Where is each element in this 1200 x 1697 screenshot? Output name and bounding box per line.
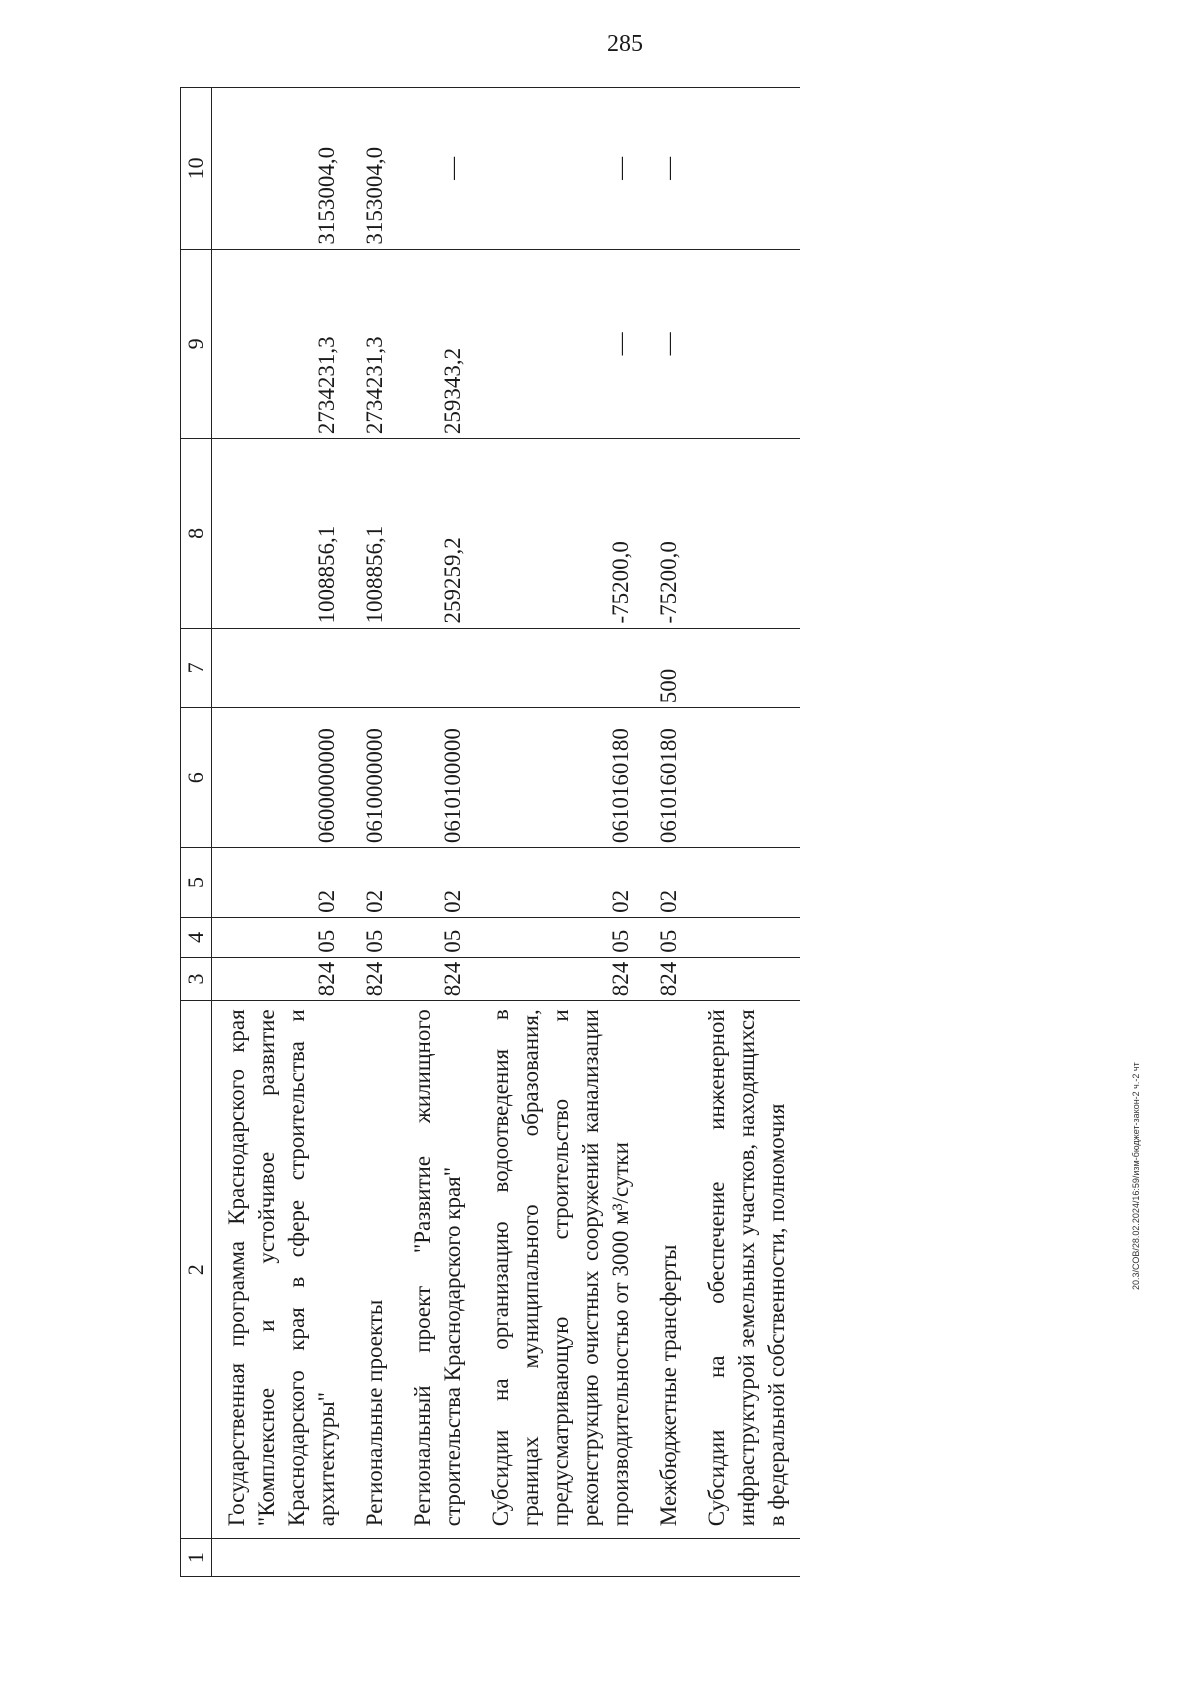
row-code-5: 02 — [212, 848, 351, 918]
row-code-5: 02 — [476, 848, 644, 918]
table-row — [350, 88, 398, 1577]
page-number: 285 — [607, 31, 643, 57]
row-amount-10: — — [476, 88, 644, 250]
row-code-7 — [398, 628, 476, 708]
row-amount-10: — — [398, 88, 476, 250]
row-amount-9: 2734231,3 — [212, 249, 351, 438]
row-code-3: 824 — [644, 957, 692, 1001]
row-code-4: 05 — [212, 917, 351, 957]
row-name: Региональные проекты — [350, 1001, 398, 1539]
row-code-4: 05 — [398, 917, 476, 957]
row-col-1 — [692, 1539, 800, 1577]
row-col-1 — [644, 1539, 692, 1577]
row-code-3: 824 — [212, 957, 351, 1001]
row-code-3 — [692, 957, 800, 1001]
row-amount-8: 1008856,1 — [212, 439, 351, 628]
row-amount-8: 1008856,1 — [350, 439, 398, 628]
row-amount-9: 2734231,3 — [350, 249, 398, 438]
row-name: Государственная программа Краснодарского края "Комплексное и устойчивое развитие Краснодарского края в сфере строительства и архитектуры" — [212, 1001, 351, 1539]
row-code-6: 0610160180 — [644, 708, 692, 848]
row-code-7 — [350, 628, 398, 708]
col-header-5: 5 — [181, 848, 212, 918]
row-amount-10: 3153004,0 — [350, 88, 398, 250]
row-col-1 — [350, 1539, 398, 1577]
row-amount-8: -75200,0 — [644, 439, 692, 628]
header-row — [181, 88, 212, 1577]
row-amount-10 — [692, 88, 800, 250]
col-header-3: 3 — [181, 957, 212, 1001]
row-code-7 — [692, 628, 800, 708]
row-code-3: 824 — [476, 957, 644, 1001]
row-code-6 — [692, 708, 800, 848]
row-code-6: 0610160180 — [476, 708, 644, 848]
col-header-4: 4 — [181, 917, 212, 957]
row-code-6: 0610000000 — [350, 708, 398, 848]
row-code-4: 05 — [476, 917, 644, 957]
col-header-9: 9 — [181, 249, 212, 438]
col-header-10: 10 — [181, 88, 212, 250]
rotated-table-sheet — [180, 87, 940, 1577]
row-code-5 — [692, 848, 800, 918]
budget-table — [180, 87, 800, 1577]
row-amount-8: 259259,2 — [398, 439, 476, 628]
col-header-7: 7 — [181, 628, 212, 708]
col-header-1: 1 — [181, 1539, 212, 1577]
row-name: Межбюджетные трансферты — [644, 1001, 692, 1539]
row-amount-8 — [692, 439, 800, 628]
row-name: Субсидии на обеспечение инженерной инфраструктурой земельных участков, находящихся в федеральной собственности, полномочия — [692, 1001, 800, 1539]
row-code-5: 02 — [350, 848, 398, 918]
row-code-4 — [692, 917, 800, 957]
row-name: Региональный проект "Развитие жилищного строительства Краснодарского края" — [398, 1001, 476, 1539]
row-code-3: 824 — [350, 957, 398, 1001]
row-amount-9: 259343,2 — [398, 249, 476, 438]
table-row — [692, 88, 800, 1577]
col-header-2: 2 — [181, 1001, 212, 1539]
row-col-1 — [476, 1539, 644, 1577]
table-row — [644, 88, 692, 1577]
row-code-7 — [212, 628, 351, 708]
col-header-6: 6 — [181, 708, 212, 848]
row-code-4: 05 — [644, 917, 692, 957]
row-col-1 — [212, 1539, 351, 1577]
col-header-8: 8 — [181, 439, 212, 628]
row-code-3: 824 — [398, 957, 476, 1001]
row-amount-10: 3153004,0 — [212, 88, 351, 250]
row-code-7: 500 — [644, 628, 692, 708]
row-code-6: 0610100000 — [398, 708, 476, 848]
row-code-6: 0600000000 — [212, 708, 351, 848]
document-footer: 20.3/СОВ/28.02.2024/16:59/изм-бюджет-закон-2 ч.-2 чт — [1131, 1062, 1141, 1290]
row-name: Субсидии на организацию водоотведения в границах муниципального образования, предусматривающую строительство и реконструкцию очистных сооружений канализации производительностью от 3000 м³/сутки — [476, 1001, 644, 1539]
row-amount-9 — [692, 249, 800, 438]
row-col-1 — [398, 1539, 476, 1577]
row-amount-10: — — [644, 88, 692, 250]
table-row — [398, 88, 476, 1577]
row-amount-8: -75200,0 — [476, 439, 644, 628]
table-row — [476, 88, 644, 1577]
table-row — [212, 88, 351, 1577]
row-code-7 — [476, 628, 644, 708]
row-code-5: 02 — [644, 848, 692, 918]
row-code-4: 05 — [350, 917, 398, 957]
row-amount-9: — — [476, 249, 644, 438]
row-code-5: 02 — [398, 848, 476, 918]
row-amount-9: — — [644, 249, 692, 438]
